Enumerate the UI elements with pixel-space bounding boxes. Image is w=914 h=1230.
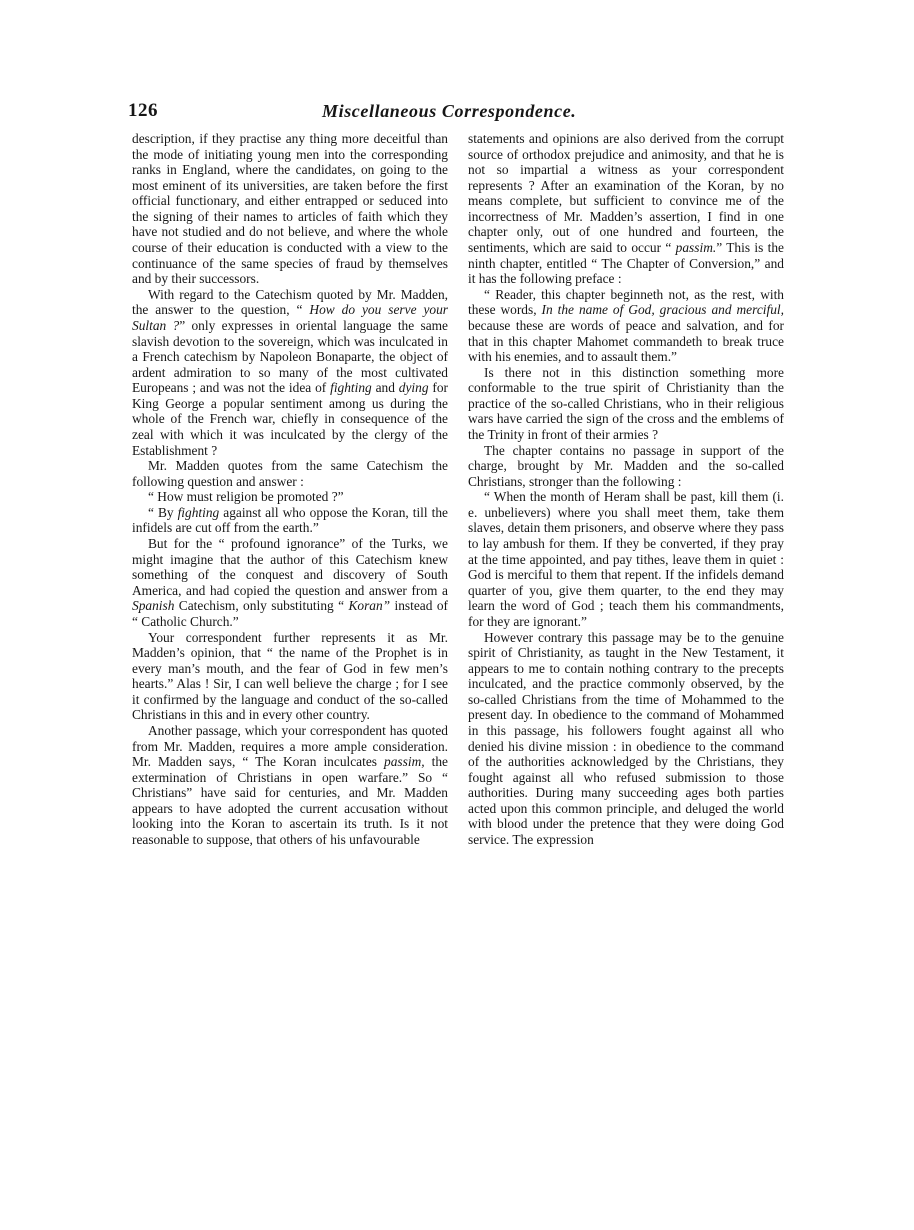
left-column — [132, 131, 448, 848]
paragraph: With regard to the Catechism quoted by Mr. Madden, the answer to the question, “ How do you serve your Sultan ?” only expresses in oriental language the same slavish devotion to the sovereign, which was inculcated in a French catechism by Napoleon Bonaparte, the object of ardent admiration to so many of the most cultivated Europeans ; and was not the idea of fighting and dying for King George a popular sentiment among us during the whole of the French war, chiefly in consequence of the zeal with which it was inculcated by the clergy of the Establishment ? — [132, 286, 449, 458]
page-number: 126 — [128, 100, 158, 121]
paragraph: But for the “ profound ignorance” of the Turks, we might imagine that the author of this Catechism knew something of the conquest and discovery of South America, and had copied the question and answer from a Spanish Catechism, only substituting “ Koran” instead of “ Catholic Church.” — [132, 536, 448, 629]
koran-preface-quote: “ Reader, this chapter beginneth not, as the rest, with these words, In the name of God, gracious and merciful, because these are words of peace and salvation, and for that in this chapter Mahomet commandeth to break truce with his enemies, and to assault them.” — [468, 286, 784, 365]
paragraph: The chapter contains no passage in support of the charge, brought by Mr. Madden and the so-called Christians, stronger than the following : — [468, 442, 784, 489]
paragraph: statements and opinions are also derived from the corrupt source of orthodox prejudice and animosity, and that he is not so impartial a witness as your correspondent represents ? After an examination of the Koran, by no means complete, but sufficient to convince me of the incorrectness of Mr. Madden’s assertion, I find in one chapter only, out of one hundred and fourteen, the sentiments, which are said to occur “ passim.” This is the ninth chapter, entitled “ The Chapter of Conversion,” and it has the following preface : — [468, 131, 784, 287]
catechism-question: “ How must religion be promoted ?” — [148, 489, 344, 505]
paragraph: description, if they practise any thing more deceitful than the mode of initiating young men into the corresponding ranks in England, where the candidates, on going to the most eminent of its universities, are taken before the first official functionary, and either entrapped or seduced into the signing of their names to articles of faith which they have not studied and do not believe, and where the whole course of their education is conducted with a view to the continuance of the same species of fraud by themselves and by their successors. — [132, 131, 448, 287]
paragraph: Is there not in this distinction something more conformable to the true spirit of Christianity than the practice of the so-called Christians, who in their religious wars have carried the sign of the cross and the emblems of the Trinity in front of their armies ? — [468, 364, 784, 442]
paragraph: Another passage, which your correspondent has quoted from Mr. Madden, requires a more ample consideration. Mr. Madden says, “ The Koran inculcates passim, the extermination of Christians in open warfare.” So “ Christians” have said for centuries, and Mr. Madden appears to have adopted the current accusation without looking into the Koran to ascertain its truth. Is it not reasonable to suppose, that others of his unfavourable — [132, 722, 448, 848]
paragraph: Mr. Madden quotes from the same Catechism the following question and answer : — [132, 458, 448, 489]
koran-passage-quote: “ When the month of Heram shall be past, kill them (i. e. unbelievers) where you shall meet them, take them slaves, detain them prisoners, and observe where they pass to lay ambush for them. If they be converted, if they pray at the time appointed, and pay tithes, leave them in quiet : God is merciful to them that repent. If the infidels demand quarter of you, give them quarter, to the end they may learn the word of God ; teach them his commandments, for they are ignorant.” — [468, 489, 784, 629]
right-column — [468, 131, 784, 848]
catechism-answer: “ By fighting against all who oppose the Koran, till the infidels are cut off from the earth.” — [132, 504, 448, 536]
paragraph: However contrary this passage may be to the genuine spirit of Christianity, as taught in the New Testament, it appears to me to contain nothing contrary to the precepts inculcated, and the practice commonly observed, by the so-called Christians from the time of Mohammed to the present day. In obedience to the command of Mohammed in this passage, his followers fought against all who denied his divine mission : in obedience to the command of the authorities acknowledged by the Christians, they fought against all who refused submission to those authorities. During many succeeding ages both parties acted upon this common principle, and deluged the world with blood under the pretence that they were doing God service. The expression — [468, 629, 784, 848]
running-head: Miscellaneous Correspondence. — [322, 101, 577, 121]
paragraph: Your correspondent further represents it as Mr. Madden’s opinion, that “ the name of the Prophet is in every man’s mouth, and the fear of God in few men’s hearts.” Alas ! Sir, I can well believe the charge ; for I see it confirmed by the language and conduct of the so-called Christians in this and in every other country. — [132, 629, 448, 723]
